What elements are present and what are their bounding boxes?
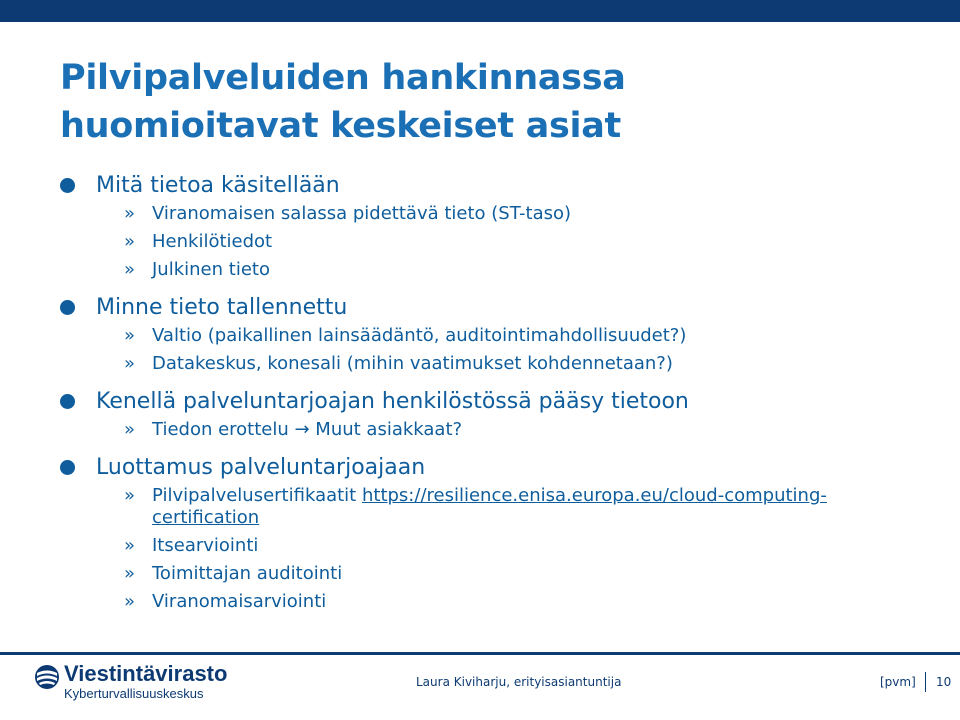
bullet-text: Mitä tietoa käsitellään — [96, 173, 340, 198]
footer-divider — [0, 652, 960, 655]
logo-mark-icon — [34, 664, 60, 690]
sub-marker-icon: » — [124, 259, 136, 280]
bullet-where-stored — [60, 294, 940, 322]
sub-bullet — [60, 322, 940, 350]
top-bar — [0, 0, 960, 22]
bullet-dot-icon — [60, 300, 75, 315]
sub-bullet-text: Toimittajan auditointi — [152, 563, 343, 584]
sub-bullet — [60, 256, 940, 284]
sub-marker-icon: » — [124, 353, 136, 374]
sub-bullet-text: Itsearviointi — [152, 535, 259, 556]
bullet-text: Kenellä palveluntarjoajan henkilöstössä pääsy tietoon — [96, 389, 689, 414]
logo-name: Viestintävirasto — [64, 661, 228, 686]
sub-marker-icon: » — [124, 591, 136, 612]
sub-bullet-text: Henkilötiedot — [152, 231, 273, 252]
page-number: 10 — [936, 675, 952, 689]
sub-bullet-text: Valtio (paikallinen lainsäädäntö, auditointimahdollisuudet?) — [152, 325, 687, 346]
logo-subtitle: Kyberturvallisuuskeskus — [64, 686, 204, 701]
sub-bullet-text: Viranomaisarviointi — [152, 591, 327, 612]
sub-marker-icon: » — [124, 419, 136, 440]
sub-bullet — [60, 228, 940, 256]
bullet-text: Minne tieto tallennettu — [96, 295, 348, 320]
sub-bullet-text — [152, 485, 852, 529]
slide-content — [60, 172, 940, 616]
title-line-1: Pilvipalveluiden hankinnassa — [60, 58, 626, 98]
sub-marker-icon: » — [124, 203, 136, 224]
enisa-cert-link[interactable]: https://resilience.enisa.europa.eu/cloud-computing-certification — [152, 485, 827, 528]
sub-bullet — [60, 416, 940, 444]
sub-bullet-text: Julkinen tieto — [152, 259, 270, 280]
bullet-trust — [60, 454, 940, 482]
sub-marker-icon: » — [124, 325, 136, 346]
sub-marker-icon: » — [124, 535, 136, 556]
sub-bullet — [60, 532, 940, 560]
sub-marker-icon: » — [124, 485, 136, 506]
slide-title — [60, 54, 920, 150]
sub-marker-icon: » — [124, 231, 136, 252]
sub-bullet — [60, 560, 940, 588]
sub-bullet — [60, 200, 940, 228]
bullet-text: Luottamus palveluntarjoajaan — [96, 455, 426, 480]
title-line-2: huomioitavat keskeiset asiat — [60, 106, 621, 146]
sub-bullet — [60, 350, 940, 378]
footer-separator — [925, 672, 926, 692]
footer-author: Laura Kiviharju, erityisasiantuntija — [416, 675, 622, 689]
sub-bullet-text: Tiedon erottelu → Muut asiakkaat? — [152, 419, 463, 440]
organization-logo — [34, 662, 274, 702]
bullet-what-data — [60, 172, 940, 200]
footer-date: [pvm] — [880, 675, 916, 689]
sub-bullet-text: Datakeskus, konesali (mihin vaatimukset kohdennetaan?) — [152, 353, 673, 374]
sub-bullet — [60, 588, 940, 616]
sub-marker-icon: » — [124, 563, 136, 584]
bullet-dot-icon — [60, 394, 75, 409]
sub-bullet-text: Viranomaisen salassa pidettävä tieto (ST-taso) — [152, 203, 572, 224]
sub-bullet-certification — [60, 482, 940, 532]
bullet-dot-icon — [60, 460, 75, 475]
cert-label: Pilvipalvelusertifikaatit — [152, 485, 357, 506]
bullet-dot-icon — [60, 178, 75, 193]
bullet-who-access — [60, 388, 940, 416]
